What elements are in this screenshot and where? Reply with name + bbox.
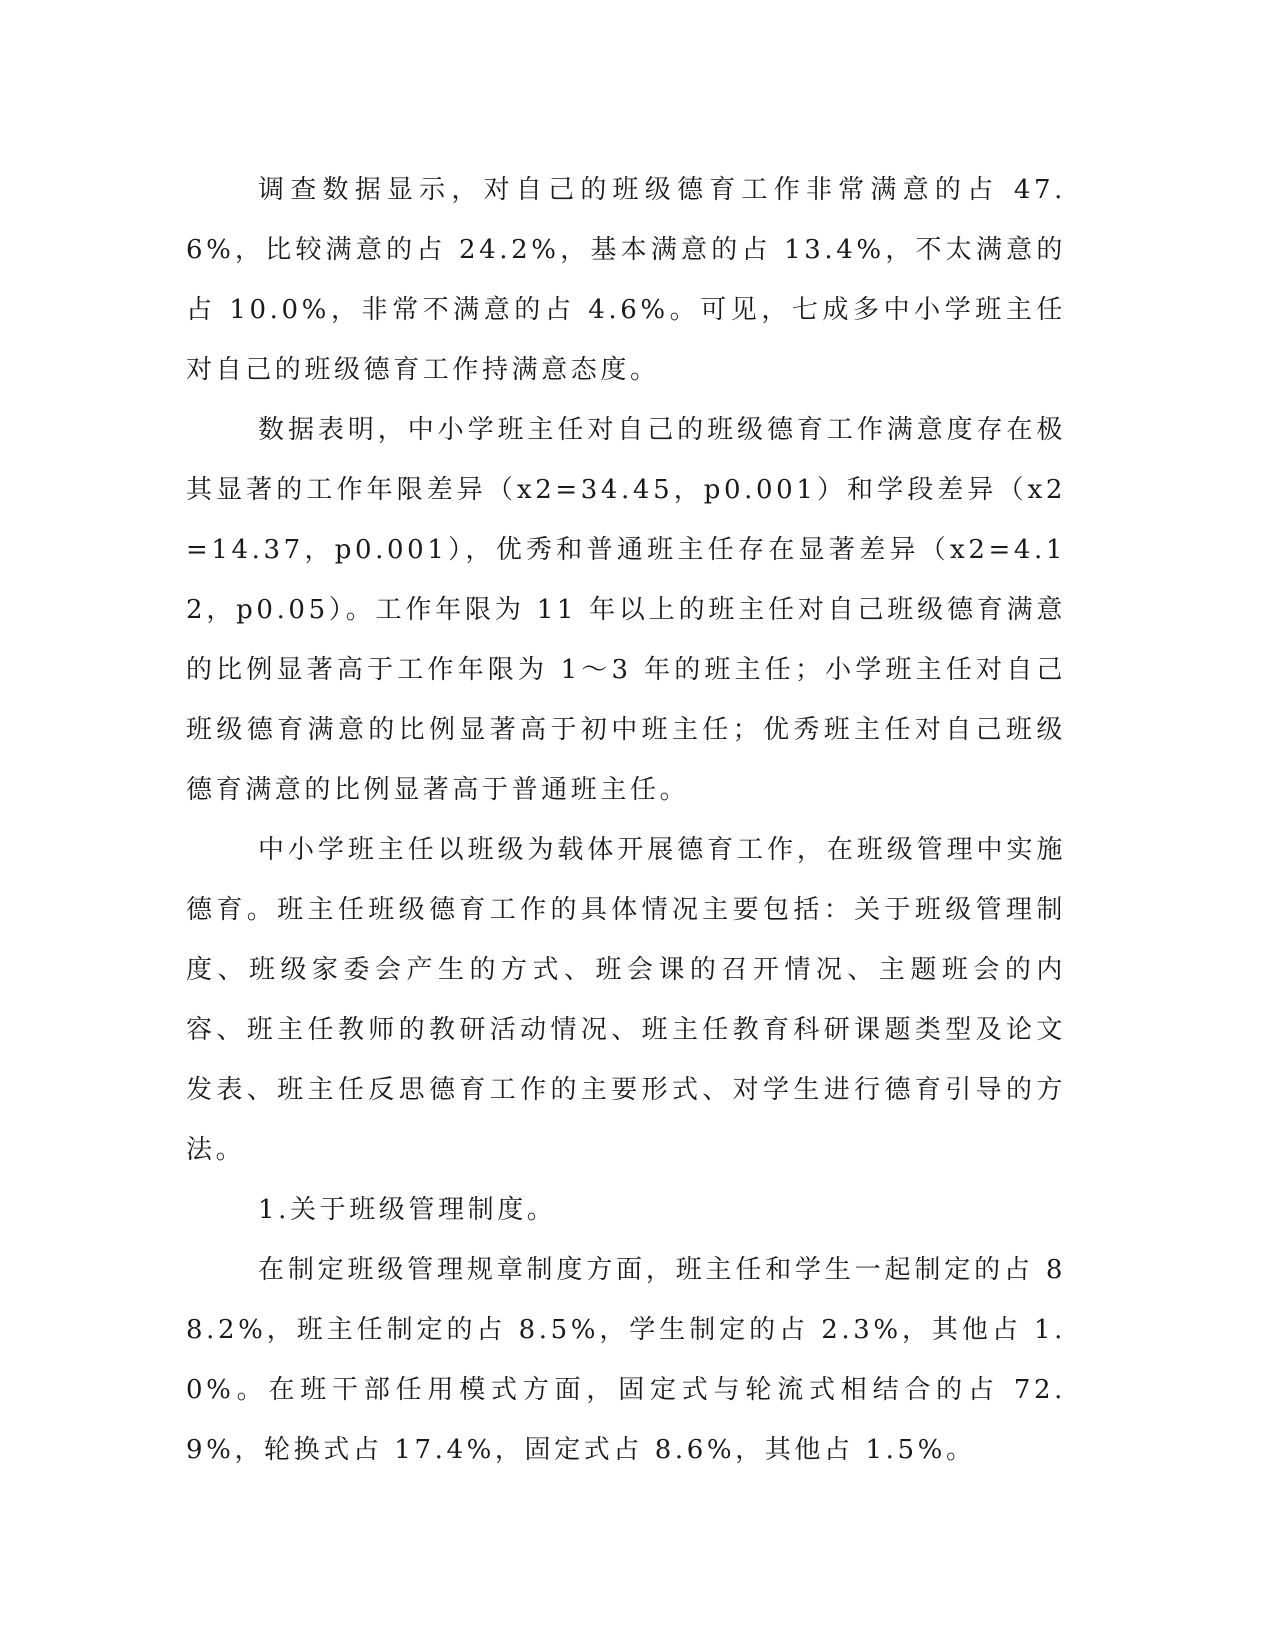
paragraph-statistical-differences: 数据表明，中小学班主任对自己的班级德育工作满意度存在极其显著的工作年限差异（x2=34.45，p0.001）和学段差异（x2=14.37，p0.001），优秀和普通班主任存在显著差异（x2=4.12，p0.05）。工作年限为 11 年以上的班主任对自己班级德育满意的比例显著高于工作年限为 1～3 年的班主任；小学班主任对自己班级德育满意的比例显著高于初中班主任；优秀班主任对自己班级德育满意的比例显著高于普通班主任。 — [186, 415, 1066, 805]
document-body — [186, 160, 1066, 1480]
paragraph-moral-education-overview: 中小学班主任以班级为载体开展德育工作，在班级管理中实施德育。班主任班级德育工作的具体情况主要包括：关于班级管理制度、班级家委会产生的方式、班会课的召开情况、主题班会的内容、班主任教师的教研活动情况、班主任教育科研课题类型及论文发表、班主任反思德育工作的主要形式、对学生进行德育引导的方法。 — [186, 835, 1066, 1165]
section-heading-class-management: 1.关于班级管理制度。 — [258, 1195, 557, 1225]
paragraph-class-rules: 在制定班级管理规章制度方面，班主任和学生一起制定的占 88.2%，班主任制定的占 8.5%，学生制定的占 2.3%，其他占 1.0%。在班干部任用模式方面，固定式与轮流式相结合的占 72.9%，轮换式占 17.4%，固定式占 8.6%，其他占 1.5%。 — [186, 1255, 1066, 1465]
paragraph-satisfaction-survey: 调查数据显示，对自己的班级德育工作非常满意的占 47.6%，比较满意的占 24.2%，基本满意的占 13.4%，不太满意的占 10.0%，非常不满意的占 4.6%。可见，七成多中小学班主任对自己的班级德育工作持满意态度。 — [186, 175, 1066, 385]
